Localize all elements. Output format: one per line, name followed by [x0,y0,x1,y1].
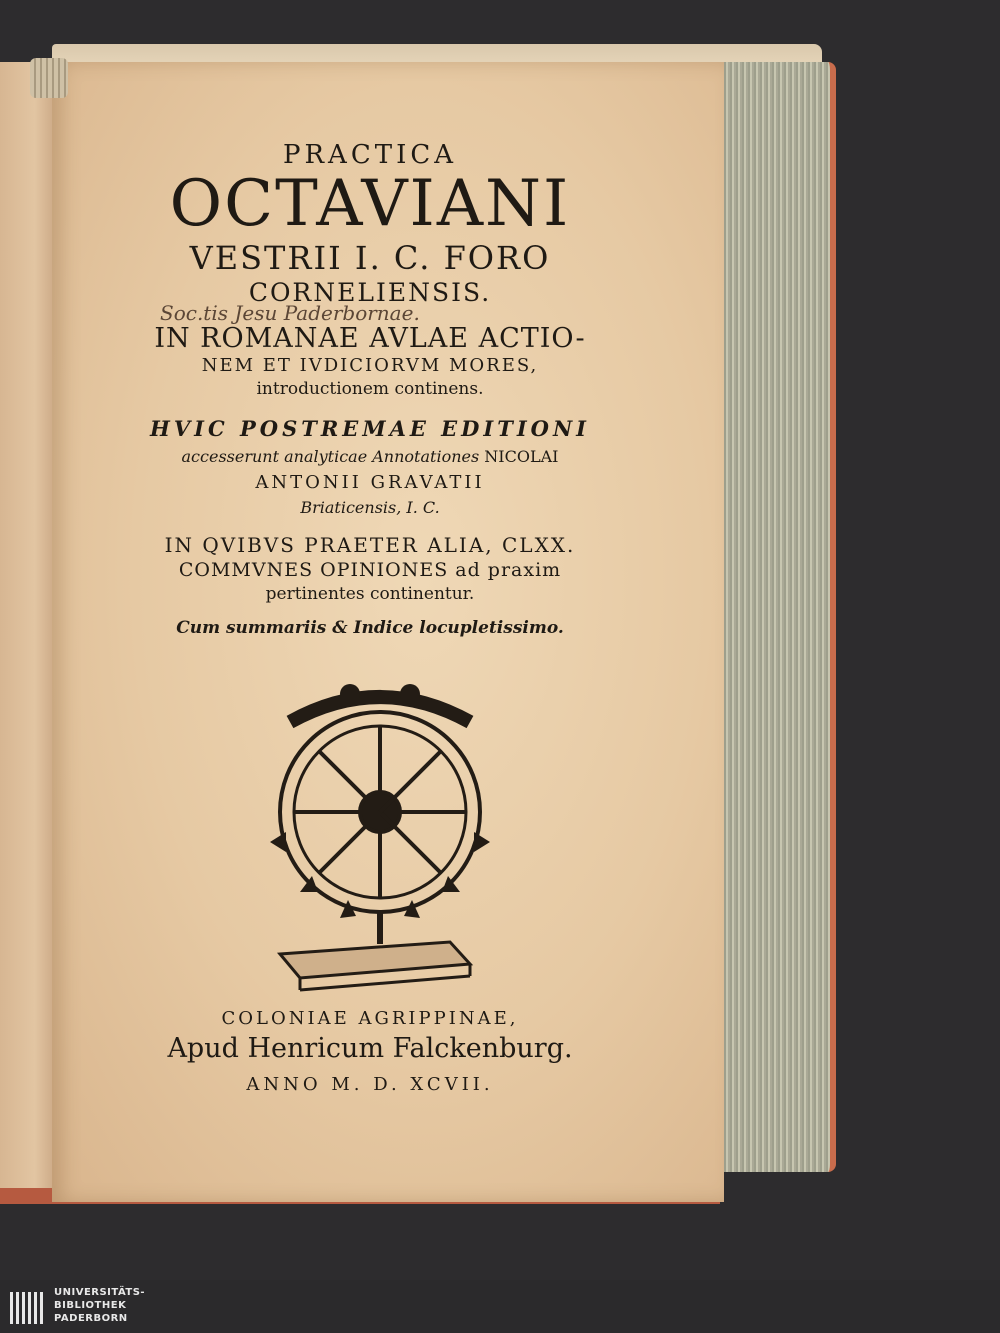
library-logo-text [54,1286,145,1325]
title-line-subject-1: IN ROMANAE AVLAE ACTIO- [154,323,586,354]
title-line-origin: CORNELIENSIS. [248,278,492,307]
title-line-subject-2: NEM ET IVDICIORVM MORES, [201,355,539,376]
library-footer-bar [0,1280,1000,1333]
imprint-publisher: Apud Henricum Falckenburg. [167,1033,573,1064]
book-fore-edge [718,62,836,1172]
annotations-text: accesserunt analyticae Annotationes [181,447,480,466]
annotator-origin: Briaticensis, I. C. [300,498,440,517]
headband [30,58,68,98]
imprint-year: ANNO M. D. XCVII. [246,1074,494,1095]
contents-line-3: pertinentes continentur. [265,584,475,604]
title-line-author-surname: VESTRII I. C. FORO [189,239,551,277]
contents-line-2: COMMVNES OPINIONES ad praxim [178,559,562,581]
handwritten-ownership-note: Soc.tis Jesu Paderbornae. [160,301,420,325]
logo-line-2: BIBLIOTHEK [54,1300,127,1311]
annotator-name: ANTONII GRAVATII [255,472,485,493]
printer-device-wheel-illustration [250,672,510,1002]
logo-line-1: UNIVERSITÄTS- [54,1287,146,1298]
summaries-index-line: Cum summariis & Indice locupletissimo. [176,618,564,638]
imprint-place: COLONIAE AGRIPPINAE, [221,1008,519,1029]
title-line-author-name: OCTAVIANI [169,167,571,241]
annotator-first-name: NICOLAI [484,447,559,466]
left-page-edge [0,62,60,1202]
title-line-practica: PRACTICA [282,140,458,170]
imprint-block [110,1008,630,1095]
annotations-line [100,444,640,470]
edition-line: HVIC POSTREMAE EDITIONI [150,416,590,441]
title-text-block [100,140,640,640]
library-logo-icon [8,1288,48,1328]
title-line-subject-3: introductionem continens. [256,379,484,399]
logo-line-3: PADERBORN [54,1313,128,1324]
contents-line-1: IN QVIBVS PRAETER ALIA, CLXX. [164,533,576,557]
